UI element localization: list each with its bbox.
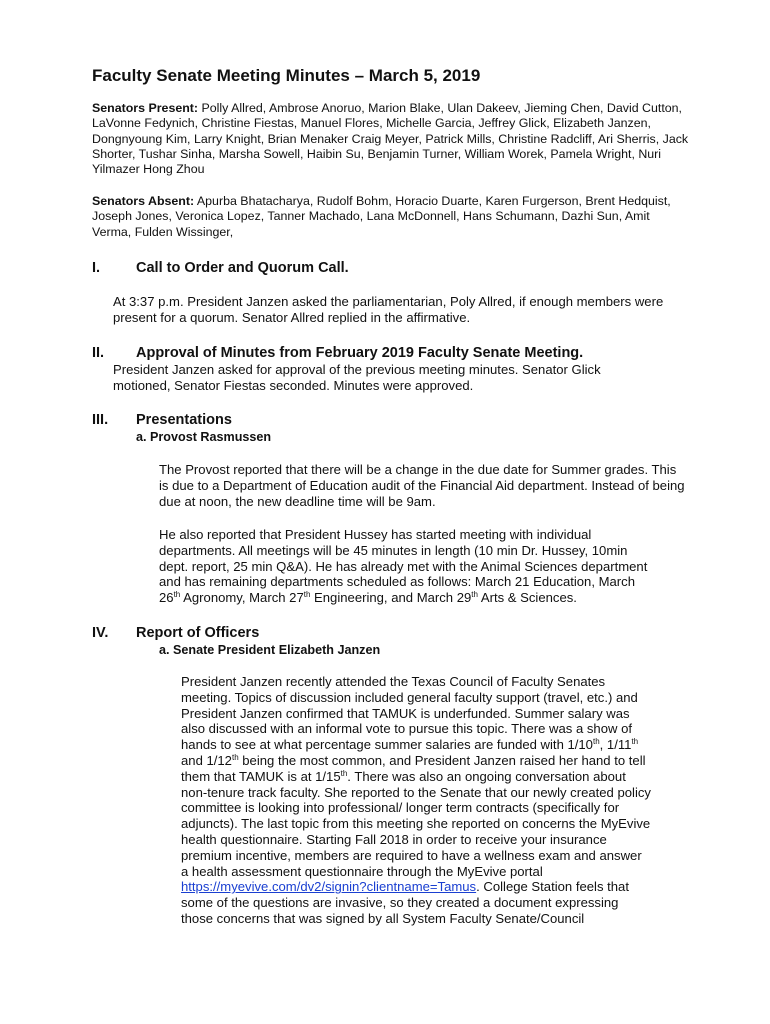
p2-line-3: dept. report, 25 min Q&A). He has already met with the Animal Sciences department bbox=[159, 558, 648, 574]
p2-text: 26 bbox=[159, 590, 174, 606]
p4-line: health questionnaire. Starting Fall 2018 in order to receive your insurance bbox=[181, 831, 607, 847]
p4-line: non-tenure track faculty. She reported to the Senate that our newly created policy bbox=[181, 784, 651, 800]
p4-text: . There was also an ongoing conversation about bbox=[347, 768, 626, 784]
p4-line: committee is looking into professional/ longer term contracts (specifically for bbox=[181, 800, 620, 816]
p4-text: being the most common, and President Janzen raised her hand to tell bbox=[238, 752, 646, 768]
senators-absent bbox=[92, 194, 692, 240]
section-1-title: Call to Order and Quorum Call. bbox=[136, 260, 349, 276]
p4-sup: th bbox=[592, 737, 600, 747]
p4-text: and 1/12 bbox=[181, 752, 232, 768]
p2-sup: th bbox=[173, 590, 181, 600]
p4-line: meeting. Topics of discussion included general faculty support (travel, etc.) and bbox=[181, 689, 638, 705]
p4-text: them that TAMUK is at 1/15 bbox=[181, 768, 341, 784]
p4-line: adjuncts). The last topic from this meeting she reported on concerns the MyEvive bbox=[181, 816, 651, 832]
p4-line bbox=[181, 879, 701, 895]
p4-sup: th bbox=[231, 752, 239, 762]
p2-line-5 bbox=[159, 590, 699, 606]
senators-absent-label: Senators Absent: bbox=[92, 194, 195, 208]
section-4-number: IV. bbox=[92, 625, 109, 641]
section-3-paragraph-1: The Provost reported that there will be a change in the due date for Summer grades. This is due to a Department of Education audit of the Financial Aid department. Instead of being due at noon, the new deadline time will be 9am. bbox=[159, 462, 685, 509]
section-4-subtitle: a. Senate President Elizabeth Janzen bbox=[159, 643, 381, 657]
p4-sup: th bbox=[340, 768, 348, 778]
p2-sup: th bbox=[471, 590, 478, 600]
section-3-title: Presentations bbox=[136, 412, 232, 428]
page-title: Faculty Senate Meeting Minutes – March 5, 2019 bbox=[92, 66, 481, 85]
section-4-title: Report of Officers bbox=[136, 625, 260, 641]
p4-sup: th bbox=[631, 737, 639, 747]
p4-line: also discussed with an informal vote to pursue this topic. There was a show of bbox=[181, 721, 632, 737]
senators-absent-list: Apurba Bhatacharya, Rudolf Bohm, Horacio Duarte, Karen Furgerson, Brent Hedquist, Joseph Jones, Veronica Lopez, Tanner Machado, Lana McDonnell, Hans Schumann, Dazhi Sun, Amit Verma, Fulden Wissinger, bbox=[92, 194, 671, 239]
p4-line: some of the questions are invasive, so they created a document expressing bbox=[181, 895, 619, 911]
p4-line bbox=[181, 737, 701, 753]
p2-line-1: He also reported that President Hussey has started meeting with individual bbox=[159, 527, 592, 542]
section-3-number: III. bbox=[92, 412, 109, 428]
p4-line: those concerns that was signed by all System Faculty Senate/Council bbox=[181, 910, 585, 926]
senators-present-list: Polly Allred, Ambrose Anoruo, Marion Blake, Ulan Dakeev, Jieming Chen, David Cutton, LaVonne Fedynich, Christine Fiestas, Manuel Flores, Michelle Garcia, Jeffrey Glick, Elizabeth Janzen, Dongnyoung Kim, Larry Knight, Brian Menaker Craig Meyer, Patrick Mills, Christine Radcliff, Ari Sherris, Jack Shorter, Tushar Sinha, Marsha Sowell, Haibin Su, Benjamin Turner, William Worek, Pamela Wright, Nuri Yilmazer Hong Zhou bbox=[92, 101, 689, 177]
p4-text: . College Station feels that bbox=[476, 879, 629, 895]
section-1-body: At 3:37 p.m. President Janzen asked the parliamentarian, Poly Allred, if enough members were present for a quorum. Senator Allred replied in the affirmative. bbox=[113, 294, 664, 325]
section-1-number: I. bbox=[92, 260, 101, 276]
p4-line bbox=[181, 753, 701, 769]
p2-sup: th bbox=[303, 590, 311, 600]
p2-text: Engineering, and March 29 bbox=[310, 590, 472, 606]
myevive-portal-link[interactable]: https://myevive.com/dv2/signin?clientname=Tamus bbox=[181, 879, 477, 895]
p4-text: , 1/11 bbox=[599, 737, 632, 753]
section-2-number: II. bbox=[92, 345, 105, 361]
p4-line: President Janzen confirmed that TAMUK is underfunded. Summer salary was bbox=[181, 705, 630, 721]
p4-line: premium incentive, members are required to have a wellness exam and answer bbox=[181, 847, 642, 863]
section-3-subtitle: a. Provost Rasmussen bbox=[136, 430, 272, 444]
p2-text: Agronomy, March 27 bbox=[180, 590, 304, 606]
p4-line bbox=[181, 769, 701, 785]
section-2-body: President Janzen asked for approval of the previous meeting minutes. Senator Glick motioned, Senator Fiestas seconded. Minutes were approved. bbox=[113, 362, 601, 393]
p4-line: President Janzen recently attended the Texas Council of Faculty Senates bbox=[181, 674, 606, 689]
p2-line-2: departments. All meetings will be 45 minutes in length (10 min Dr. Hussey, 10min bbox=[159, 542, 628, 558]
p2-text: Arts & Sciences. bbox=[477, 590, 577, 606]
senators-present bbox=[92, 101, 692, 177]
p4-text: hands to see at what percentage summer salaries are funded with 1/10 bbox=[181, 737, 593, 753]
section-3-paragraph-2 bbox=[159, 527, 699, 606]
p4-line: a health assessment questionnaire through the MyEvive portal bbox=[181, 863, 543, 879]
section-4-paragraph bbox=[181, 674, 701, 927]
p2-line-4: and has remaining departments scheduled as follows: March 21 Education, March bbox=[159, 574, 635, 590]
section-2-title: Approval of Minutes from February 2019 Faculty Senate Meeting. bbox=[136, 345, 584, 361]
senators-present-label: Senators Present: bbox=[92, 101, 199, 115]
